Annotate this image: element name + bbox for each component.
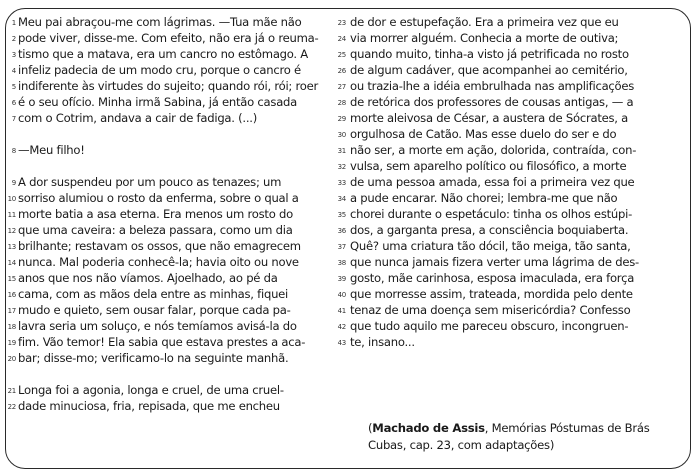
text-line: [337, 286, 690, 302]
line-text: te, insano...: [350, 335, 415, 349]
line-number: 30: [337, 131, 346, 139]
line-text: vulsa, sem aparelho político ou filosófico, a morte: [350, 159, 627, 173]
paragraph-gap: [18, 126, 348, 142]
line-number: 35: [337, 211, 346, 219]
line-number: 31: [337, 147, 346, 155]
line-text: tenaz de uma doença sem misericórdia? Confesso: [350, 303, 631, 317]
line-text: que nunca jamais fizera verter uma lágrima de des-: [350, 255, 639, 269]
line-text: orgulhosa de Catão. Mas esse duelo do ser e do: [350, 127, 617, 141]
text-line: [337, 254, 690, 270]
line-text: é o seu ofício. Minha irmã Sabina, já então casada: [18, 95, 298, 109]
line-number: 41: [337, 307, 346, 315]
text-line: [337, 126, 690, 142]
line-text: bar; disse-mo; verificamo-lo na seguinte manhã.: [18, 351, 289, 365]
open-paren: (: [368, 421, 373, 435]
text-line: [11, 78, 348, 94]
line-number: 33: [337, 179, 346, 187]
line-number: 11: [7, 211, 16, 219]
line-number: 28: [337, 99, 346, 107]
line-text: mudo e quieto, sem ousar falar, porque cada pa-: [18, 303, 291, 317]
line-number: 2: [11, 35, 16, 43]
text-line: [337, 94, 690, 110]
line-number: 19: [7, 339, 16, 347]
line-text: via morrer alguém. Conhecia a morte de outiva;: [350, 31, 619, 45]
text-line: [337, 318, 690, 334]
line-number: 4: [11, 67, 16, 75]
line-text: de algum cadáver, que acompanhei ao cemitério,: [350, 63, 628, 77]
line-text: que tudo aquilo me pareceu obscuro, incongruen-: [350, 319, 629, 333]
line-number: 25: [337, 51, 346, 59]
line-number: 7: [11, 115, 16, 123]
line-text: lavra seria um soluço, e nós temíamos avisá-la do: [18, 319, 297, 333]
text-line: [337, 30, 690, 46]
paragraph-gap: [18, 158, 348, 174]
text-line: [337, 158, 690, 174]
text-line: [7, 318, 348, 334]
text-line: [7, 270, 348, 286]
text-line: [337, 190, 690, 206]
line-number: 26: [337, 67, 346, 75]
line-text: dos, a garganta presa, a consciência boquiaberta.: [350, 223, 629, 237]
right-column: [337, 14, 690, 350]
line-number: 23: [337, 19, 346, 27]
text-line: [337, 206, 690, 222]
line-number: 22: [7, 403, 16, 411]
text-line: [337, 142, 690, 158]
line-number: 6: [11, 99, 16, 107]
line-number: 29: [337, 115, 346, 123]
citation-line-1: [368, 420, 688, 437]
line-number: 9: [11, 179, 16, 187]
line-number: 13: [7, 243, 16, 251]
text-line: [7, 206, 348, 222]
text-line: [337, 302, 690, 318]
paragraph-gap: [18, 366, 348, 382]
text-line: [11, 14, 348, 30]
line-text: que uma caveira: a beleza passara, como um dia: [18, 223, 293, 237]
text-line: [7, 286, 348, 302]
text-line: [11, 110, 348, 126]
line-text: não ser, a morte em ação, dolorida, contraída, con-: [350, 143, 637, 157]
line-number: 12: [7, 227, 16, 235]
line-number: 32: [337, 163, 346, 171]
line-number: 20: [7, 355, 16, 363]
text-line: [7, 334, 348, 350]
line-text: Longa foi a agonia, longa e cruel, de uma cruel-: [18, 383, 284, 397]
text-line: [337, 222, 690, 238]
line-text: fim. Vão temor! Ela sabia que estava prestes a aca-: [18, 335, 306, 349]
text-line: [7, 190, 348, 206]
line-text: sorriso alumiou o rosto da enferma, sobre o qual a: [18, 191, 299, 205]
line-text: ou trazia-lhe a idéia embrulhada nas amplificações: [350, 79, 635, 93]
line-number: 37: [337, 243, 346, 251]
line-number: 21: [7, 387, 16, 395]
text-line: [7, 382, 348, 398]
text-line: [11, 142, 348, 158]
line-number: 40: [337, 291, 346, 299]
line-text: nunca. Mal poderia conhecê-la; havia oito ou nove: [18, 255, 299, 269]
text-line: [7, 398, 348, 414]
line-text: que morresse assim, trateada, mordida pelo dente: [350, 287, 633, 301]
text-line: [337, 78, 690, 94]
line-number: 38: [337, 259, 346, 267]
text-line: [337, 62, 690, 78]
text-line: [7, 350, 348, 366]
text-line: [337, 174, 690, 190]
line-text: indiferente às virtudes do sujeito; quando rói, rói; roer: [18, 79, 319, 93]
line-number: 16: [7, 291, 16, 299]
text-line: [337, 334, 690, 350]
line-text: —Meu filho!: [18, 143, 85, 157]
line-text: anos que nos não víamos. Ajoelhado, ao pé da: [18, 271, 278, 285]
line-text: brilhante; restavam os ossos, que não emagrecem: [18, 239, 301, 253]
text-line: [337, 14, 690, 30]
line-text: Quê? uma criatura tão dócil, tão meiga, tão santa,: [350, 239, 631, 253]
line-text: gosto, mãe carinhosa, esposa imaculada, era força: [350, 271, 635, 285]
line-text: Meu pai abraçou-me com lágrimas. —Tua mãe não: [18, 15, 302, 29]
text-line: [337, 238, 690, 254]
line-number: 8: [11, 147, 16, 155]
line-number: 3: [11, 51, 16, 59]
source-citation: [368, 420, 688, 454]
line-number: 14: [7, 259, 16, 267]
text-line: [11, 94, 348, 110]
line-text: chorei durante o espetáculo: tinha os olhos estúpi-: [350, 207, 633, 221]
line-number: 27: [337, 83, 346, 91]
text-line: [11, 62, 348, 78]
line-text: dade minuciosa, fria, repisada, que me encheu: [18, 399, 280, 413]
text-line: [7, 222, 348, 238]
line-text: com o Cotrim, andava a cair de fadiga. (...): [18, 111, 258, 125]
text-line: [337, 270, 690, 286]
text-line: [11, 46, 348, 62]
text-line: [337, 110, 690, 126]
text-line: [7, 302, 348, 318]
line-text: de retórica dos professores de cousas antigas, — a: [350, 95, 634, 109]
line-text: a pude encarar. Não chorei; lembra-me que não: [350, 191, 618, 205]
text-line: [7, 238, 348, 254]
text-line: [11, 30, 348, 46]
line-text: de uma pessoa amada, essa foi a primeira vez que: [350, 175, 635, 189]
work-title: , Memórias Póstumas de Brás: [484, 421, 650, 435]
line-text: cama, com as mãos dela entre as minhas, fiquei: [18, 287, 289, 301]
text-line: [7, 254, 348, 270]
line-number: 17: [7, 307, 16, 315]
text-line: [337, 46, 690, 62]
line-text: tismo que a matava, era um cancro no estômago. A: [18, 47, 308, 61]
line-text: infeliz padecia de um modo cru, porque o cancro é: [18, 63, 301, 77]
line-number: 24: [337, 35, 346, 43]
line-number: 43: [337, 339, 346, 347]
citation-line-2: Cubas, cap. 23, com adaptações): [368, 438, 555, 452]
line-number: 15: [7, 275, 16, 283]
line-text: quando muito, tinha-a visto já petrificada no rosto: [350, 47, 629, 61]
line-text: morte batia a asa eterna. Era menos um rosto do: [18, 207, 293, 221]
line-number: 42: [337, 323, 346, 331]
author-name: Machado de Assis: [372, 421, 485, 435]
line-number: 5: [11, 83, 16, 91]
line-text: de dor e estupefação. Era a primeira vez que eu: [350, 15, 619, 29]
line-text: A dor suspendeu por um pouco as tenazes; um: [18, 175, 282, 189]
line-number: 18: [7, 323, 16, 331]
text-line: [11, 174, 348, 190]
line-number: 39: [337, 275, 346, 283]
line-number: 1: [11, 19, 16, 27]
left-column: [7, 14, 348, 414]
line-number: 36: [337, 227, 346, 235]
line-number: 10: [7, 195, 16, 203]
line-number: 34: [337, 195, 346, 203]
line-text: pode viver, disse-me. Com efeito, não era já o reuma-: [18, 31, 319, 45]
line-text: morte aleivosa de César, a austera de Sócrates, a: [350, 111, 629, 125]
